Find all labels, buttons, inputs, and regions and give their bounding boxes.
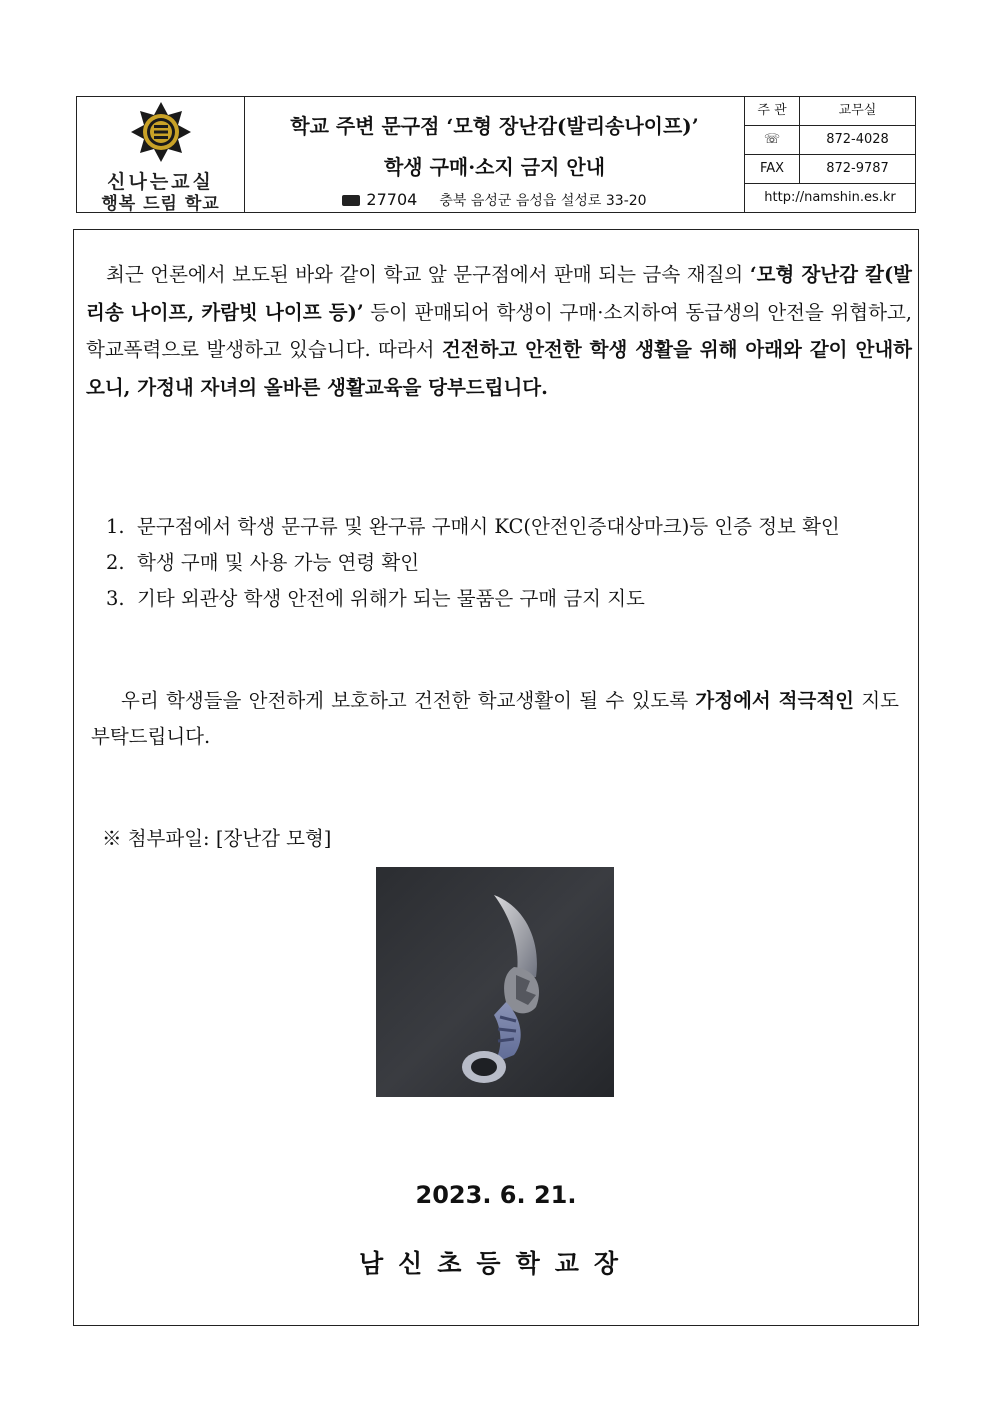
dept-label: 주 관 — [745, 97, 800, 125]
document-date: 2023. 6. 21. — [415, 1181, 577, 1209]
attachment-label: ※ 첨부파일: [장난감 모형] — [102, 827, 332, 850]
contact-info-table — [745, 97, 915, 212]
phone-value: 872-4028 — [826, 132, 889, 147]
closing-text-a: 우리 학생들을 안전하게 보호하고 건전한 학교생활이 될 수 있도록 — [121, 689, 696, 712]
closing-text-bold: 가정에서 적극적인 — [695, 689, 855, 712]
closing-text-c: 지도 부탁드립니다. — [91, 689, 900, 748]
intro-text-c: 등이 판매되어 학생이 구매·소지하여 동급생의 안전을 위협하고, 학교폭력으로 발생하고 있습니다. 따라서 — [86, 300, 912, 361]
document-title-line-2: 학생 구매·소지 금지 안내 — [383, 155, 606, 179]
info-row-fax — [745, 155, 915, 184]
guidance-list — [106, 509, 906, 617]
list-item-number: 1. — [106, 515, 125, 538]
school-emblem-icon — [125, 101, 197, 167]
logo-cell — [77, 97, 245, 212]
school-url-link[interactable]: http://namshin.es.kr — [764, 190, 896, 205]
info-row-phone — [745, 126, 915, 155]
document-header — [76, 96, 916, 213]
mail-icon — [342, 195, 360, 206]
address-text: 충북 음성군 음성읍 설성로 33-20 — [439, 193, 647, 209]
slogan-line-1: 신나는교실 — [107, 171, 214, 193]
school-address — [245, 190, 744, 210]
list-item-text: 기타 외관상 학생 안전에 위해가 되는 물품은 구매 금지 지도 — [137, 587, 645, 610]
title-cell — [245, 97, 745, 212]
document-title-line-1: 학교 주변 문구점 ‘모형 장난감(발리송나이프)’ — [290, 114, 699, 138]
info-row-url — [745, 184, 915, 212]
fax-label: FAX — [745, 155, 800, 183]
list-item-text: 문구점에서 학생 문구류 및 완구류 구매시 KC(안전인증대상마크)등 인증 정보 확인 — [137, 515, 840, 538]
phone-icon: ☏ — [745, 126, 800, 154]
intro-text-bold-b: 건전하고 안전한 학생 생활을 위해 아래와 같이 안내하오니, 가정내 자녀의 올바른 생활교육을 당부드립니다. — [86, 338, 912, 399]
intro-text-bold-a: ‘모형 장난감 칼(발리송 나이프, 카람빗 나이프 등)’ — [86, 263, 913, 324]
fax-value: 872-9787 — [826, 161, 889, 176]
list-item-text: 학생 구매 및 사용 가능 연령 확인 — [137, 551, 420, 574]
info-row-dept — [745, 97, 915, 126]
list-item — [106, 509, 906, 545]
list-item — [106, 545, 906, 581]
document-body — [73, 229, 919, 1326]
intro-paragraph — [86, 256, 912, 406]
list-item-number: 3. — [106, 587, 125, 610]
dept-value: 교무실 — [838, 103, 877, 118]
closing-paragraph — [91, 683, 899, 755]
postal-code: 27704 — [366, 190, 418, 209]
signer-name: 남신초등학교장 — [358, 1249, 634, 1278]
slogan-line-2: 행복 드림 학교 — [101, 194, 220, 214]
list-item — [106, 581, 906, 617]
intro-text-a: 최근 언론에서 보도된 바와 같이 학교 앞 문구점에서 판매 되는 금속 재질의 — [106, 263, 750, 286]
karambit-knife-photo — [376, 867, 614, 1097]
list-item-number: 2. — [106, 551, 125, 574]
